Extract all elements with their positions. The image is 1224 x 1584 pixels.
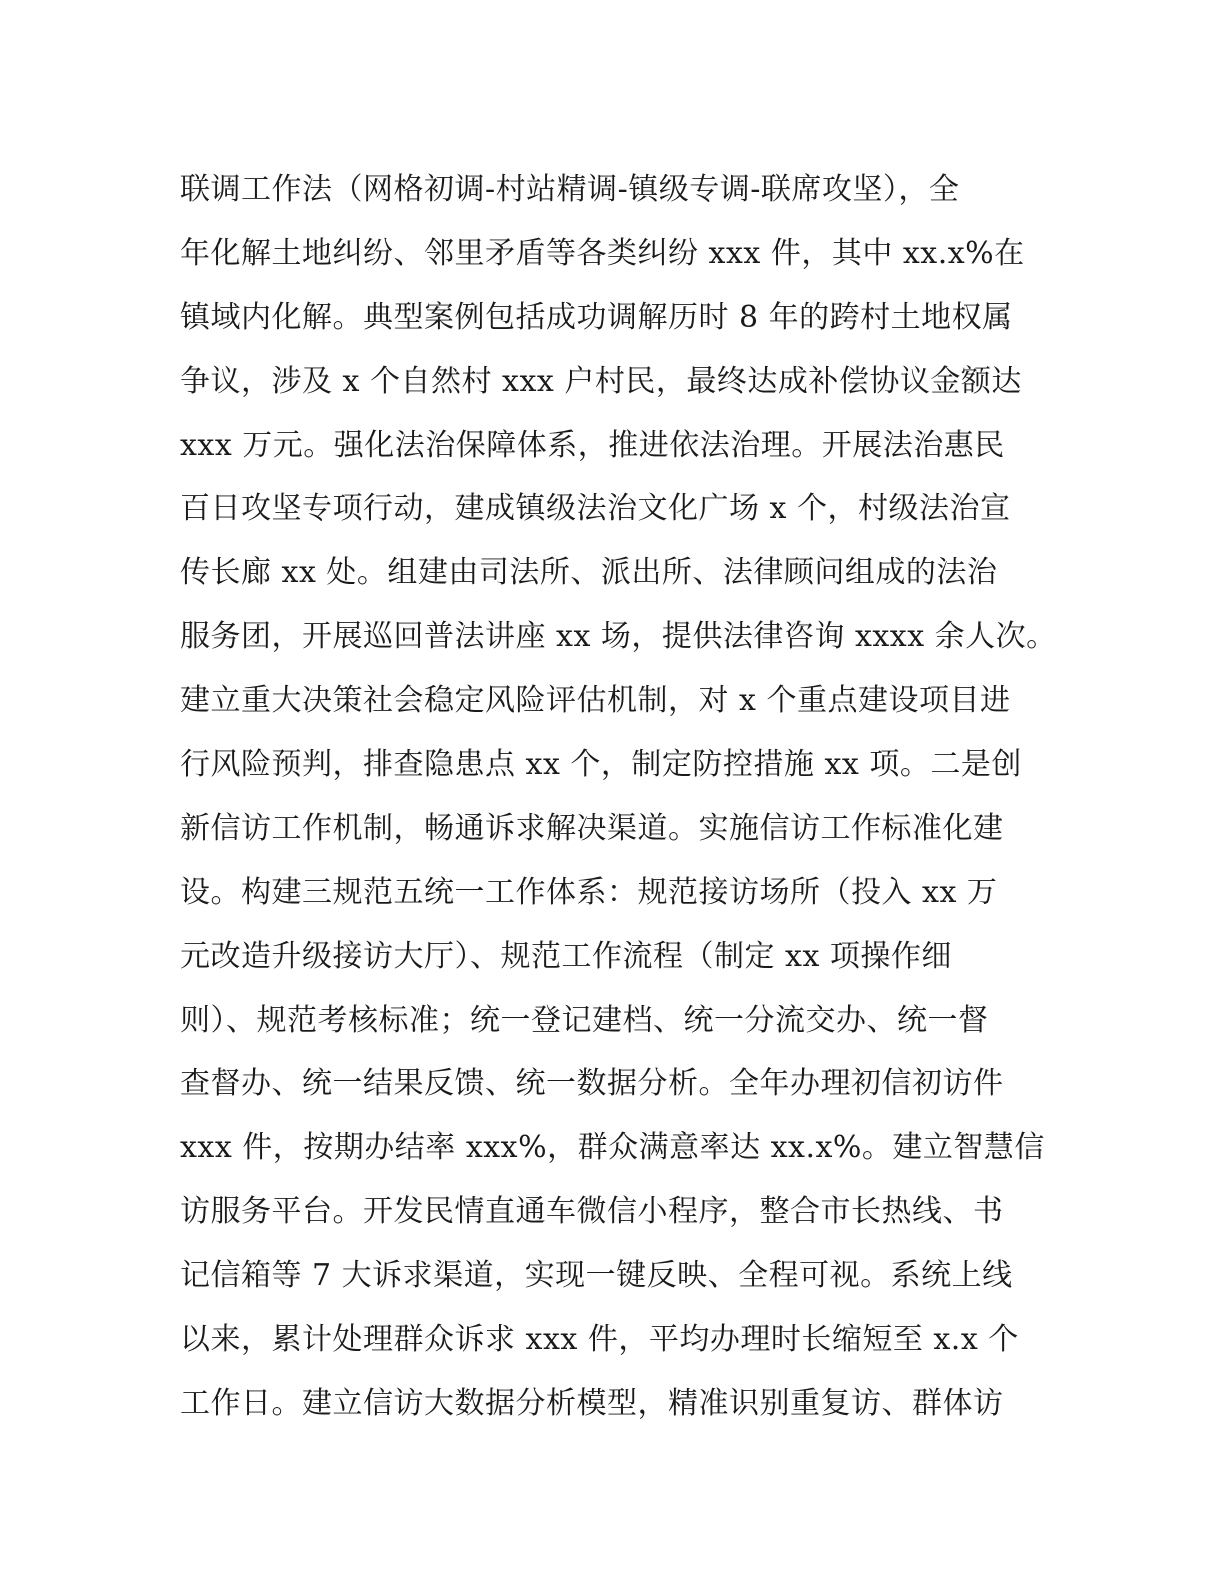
text-line: 设。构建三规范五统一工作体系：规范接访场所（投入 xx 万	[180, 874, 998, 910]
text-line: 百日攻坚专项行动，建成镇级法治文化广场 x 个，村级法治宣	[180, 491, 1011, 527]
text-line: 访服务平台。开发民情直通车微信小程序，整合市长热线、书	[180, 1194, 1004, 1230]
text-line: xxx 件，按期办结率 xxx%，群众满意率达 xx.x%。建立智慧信	[180, 1130, 1045, 1166]
text-line: xxx 万元。强化法治保障体系，推进依法治理。开展法治惠民	[180, 427, 1005, 463]
text-line: 则）、规范考核标准；统一登记建档、统一分流交办、统一督	[180, 1002, 989, 1038]
text-line: 以来，累计处理群众诉求 xxx 件，平均办理时长缩短至 x.x 个	[180, 1322, 1019, 1358]
text-line: 工作日。建立信访大数据分析模型，精准识别重复访、群体访	[180, 1385, 1004, 1421]
text-line: 建立重大决策社会稳定风险评估机制，对 x 个重点建设项目进	[180, 683, 1011, 719]
text-line: 服务团，开展巡回普法讲座 xx 场，提供法律咨询 xxxx 余人次。	[180, 619, 1057, 655]
text-line: 传长廊 xx 处。组建由司法所、派出所、法律顾问组成的法治	[180, 555, 998, 591]
text-line: 年化解土地纠纷、邻里矛盾等各类纠纷 xxx 件，其中 xx.x%在	[180, 235, 1025, 271]
text-line: 记信箱等 7 大诉求渠道，实现一键反映、全程可视。系统上线	[180, 1258, 1013, 1294]
text-line: 元改造升级接访大厅）、规范工作流程（制定 xx 项操作细	[180, 938, 952, 974]
text-line: 争议，涉及 x 个自然村 xxx 户村民，最终达成补偿协议金额达	[180, 363, 1022, 399]
text-line: 行风险预判，排查隐患点 xx 个，制定防控措施 xx 项。二是创	[180, 747, 1022, 783]
text-line: 镇域内化解。典型案例包括成功调解历时 8 年的跨村土地权属	[180, 299, 1013, 335]
text-line: 联调工作法（网格初调-村站精调-镇级专调-联席攻坚），全	[180, 172, 960, 207]
text-line: 查督办、统一结果反馈、统一数据分析。全年办理初信初访件	[180, 1066, 1004, 1102]
body-paragraph	[180, 158, 1060, 1436]
text-line: 新信访工作机制，畅通诉求解决渠道。实施信访工作标准化建	[180, 810, 1004, 846]
